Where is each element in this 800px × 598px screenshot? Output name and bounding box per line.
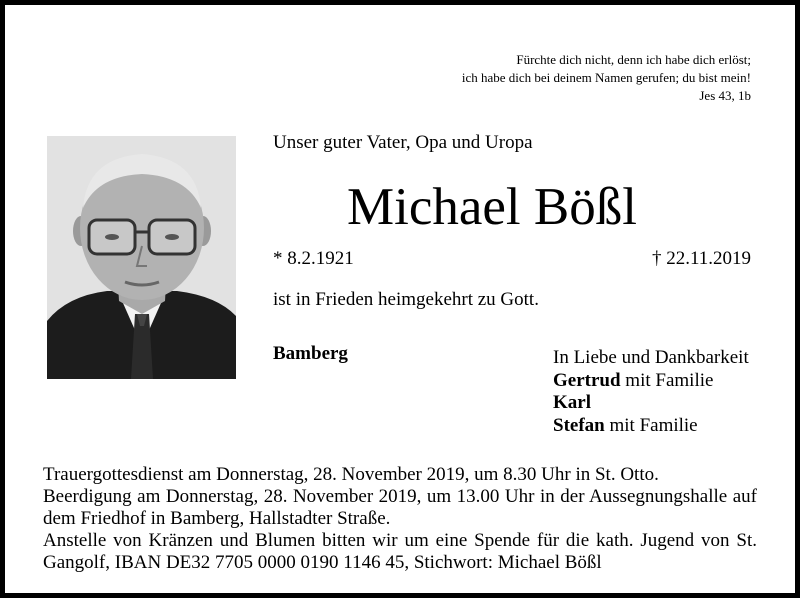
verse-line-2: ich habe dich bei deinem Namen gerufen; du bist mein! [461,70,751,85]
mourner-suffix: mit Familie [620,369,714,391]
service-mass: Trauergottesdienst am Donnerstag, 28. November 2019, um 8.30 Uhr in St. Otto. [43,464,659,485]
mourner-entry [553,392,749,415]
bible-verse [462,51,751,105]
donation-request: Anstelle von Kränzen und Blumen bitten wir um eine Spende für die kath. Jugend von St. Gangolf, IBAN DE32 7705 0000 0190 1146 45, Stichwort: Michael Bößl [43,530,757,573]
mourners-block [553,347,749,437]
mourner-name: Stefan [553,414,605,436]
portrait-photo [47,136,236,379]
portrait-illustration [47,136,236,379]
mourner-name: Karl [553,392,591,413]
mourners-heading: In Liebe und Dankbarkeit [553,347,749,368]
mourner-name: Gertrud [553,369,621,391]
city-name: Bamberg [273,343,348,364]
peace-text: ist in Frieden heimgekehrt zu Gott. [273,289,539,310]
verse-reference: Jes 43, 1b [699,88,751,103]
service-notice [43,464,757,574]
deceased-name: Michael Bößl [347,178,637,236]
mourner-suffix: mit Familie [604,414,698,436]
mourner-entry [553,370,749,393]
death-date: † 22.11.2019 [651,248,751,269]
service-burial: Beerdigung am Donnerstag, 28. November 2019, um 13.00 Uhr in der Aussegnungshalle auf dem Friedhof in Bamberg, Hallstadter Straße. [43,486,757,529]
mourner-entry [553,415,749,438]
verse-line-1: Fürchte dich nicht, denn ich habe dich erlöst; [516,52,751,67]
intro-text: Unser guter Vater, Opa und Uropa [273,132,533,153]
birth-date: * 8.2.1921 [273,248,354,269]
